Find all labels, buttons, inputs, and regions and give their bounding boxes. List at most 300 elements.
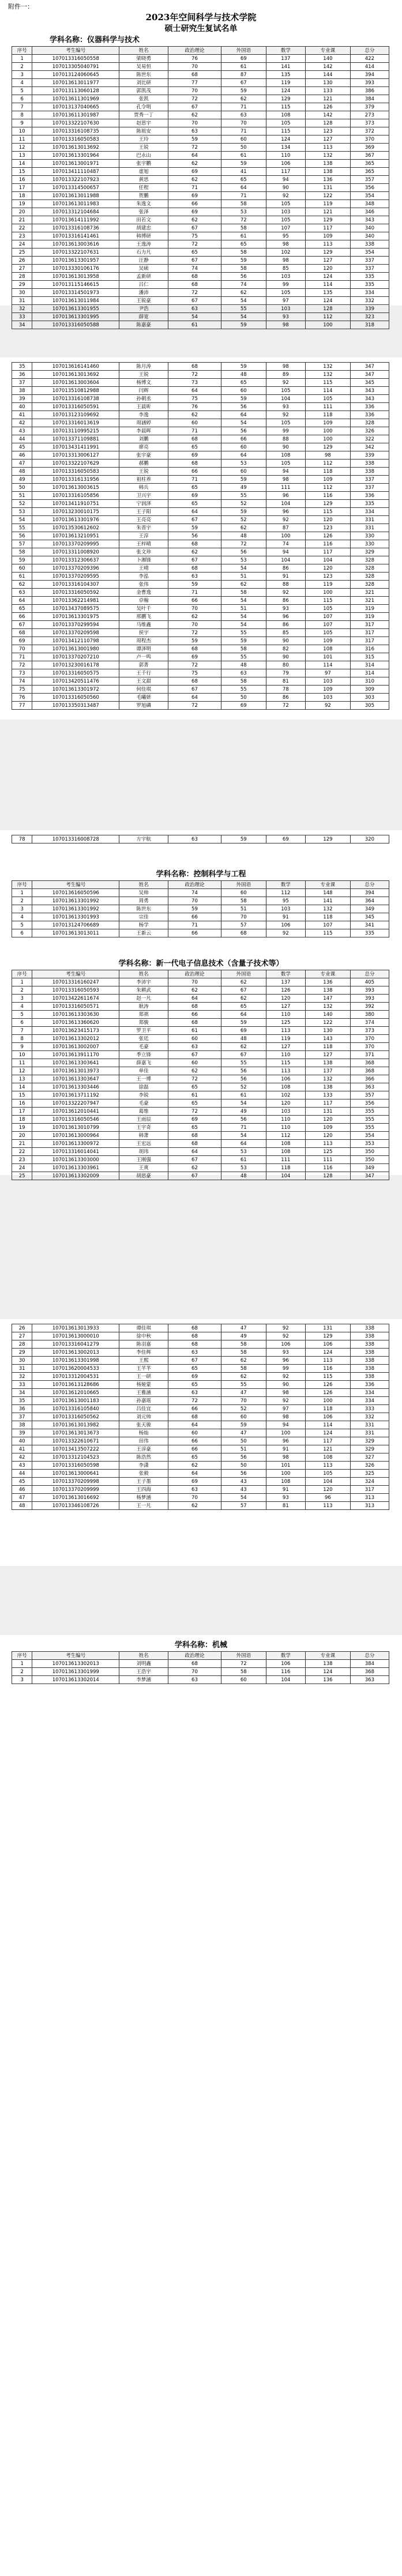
- total-cell: 328: [350, 419, 389, 427]
- total-cell: 313: [350, 1494, 389, 1502]
- major-course-cell: 136: [306, 176, 351, 184]
- table-row: [12, 1340, 389, 1349]
- table-row: [12, 686, 389, 694]
- major-course-cell: 144: [306, 71, 351, 79]
- total-cell: 338: [350, 1340, 389, 1349]
- table-row: [12, 289, 389, 297]
- name-cell: 尹浩: [119, 305, 168, 313]
- math-cell: 98: [266, 1389, 305, 1397]
- major-course-cell: 141: [306, 897, 351, 905]
- exam-id-cell: 107013123109692: [32, 411, 119, 419]
- name-cell: 王爽: [119, 1164, 168, 1172]
- english-cell: 55: [221, 1059, 266, 1067]
- math-cell: 120: [266, 1099, 305, 1108]
- math-cell: 106: [266, 1660, 305, 1668]
- table-row: [12, 363, 389, 371]
- total-cell: 348: [350, 200, 389, 208]
- english-cell: 62: [221, 1357, 266, 1365]
- english-cell: 69: [221, 1027, 266, 1035]
- english-cell: 58: [221, 200, 266, 208]
- major-course-cell: 113: [306, 1140, 351, 1148]
- total-cell: 354: [350, 1132, 389, 1140]
- table-row: [12, 71, 389, 79]
- exam-id-cell: 107013370209998: [32, 1478, 119, 1486]
- table-row: [12, 913, 389, 921]
- major-course-cell: 111: [306, 403, 351, 411]
- major-course-cell: 126: [306, 1389, 351, 1397]
- politics-cell: 70: [168, 897, 221, 905]
- exam-id-cell: 107013110995215: [32, 427, 119, 435]
- seq-cell: 7: [12, 1027, 32, 1035]
- table-row: [12, 152, 389, 160]
- name-cell: 胡思豪: [119, 1172, 168, 1180]
- english-cell: 53: [221, 556, 266, 564]
- table-row: [12, 589, 389, 597]
- politics-cell: 56: [168, 532, 221, 540]
- name-cell: 任程: [119, 184, 168, 192]
- politics-cell: 67: [168, 516, 221, 524]
- seq-cell: 41: [12, 411, 32, 419]
- politics-cell: 69: [168, 653, 221, 661]
- politics-cell: 66: [168, 1445, 221, 1453]
- math-cell: 90: [266, 443, 305, 451]
- table-row: [12, 313, 389, 321]
- math-cell: 135: [266, 71, 305, 79]
- exam-id-cell: 107013330106176: [32, 265, 119, 273]
- english-cell: 60: [221, 387, 266, 395]
- major-course-cell: 106: [306, 1413, 351, 1421]
- english-cell: 59: [221, 257, 266, 265]
- name-cell: 王锐豪: [119, 297, 168, 305]
- politics-cell: 74: [168, 265, 221, 273]
- exam-id-cell: 107013613003615: [32, 484, 119, 492]
- table-row: [12, 1099, 389, 1108]
- column-header: 政治理论: [168, 970, 221, 978]
- total-cell: 422: [350, 55, 389, 63]
- name-cell: 宗佳: [119, 913, 168, 921]
- math-cell: 119: [266, 1035, 305, 1043]
- math-cell: 127: [266, 1003, 305, 1011]
- name-cell: 宁润泽: [119, 500, 168, 508]
- name-cell: 王新云: [119, 929, 168, 937]
- major-course-cell: 115: [306, 929, 351, 937]
- name-cell: 罗旭磷: [119, 702, 168, 710]
- english-cell: 56: [221, 548, 266, 556]
- math-cell: 96: [266, 1357, 305, 1365]
- seq-cell: 36: [12, 371, 32, 379]
- math-cell: 98: [266, 1453, 305, 1462]
- seq-cell: 20: [12, 208, 32, 216]
- english-cell: 56: [221, 403, 266, 411]
- math-cell: 105: [266, 200, 305, 208]
- name-cell: 方宇航: [119, 835, 168, 843]
- english-cell: 49: [221, 484, 266, 492]
- total-cell: 337: [350, 476, 389, 484]
- table-row: [12, 661, 389, 669]
- politics-cell: 72: [168, 371, 221, 379]
- total-cell: 386: [350, 87, 389, 95]
- politics-cell: 69: [168, 1116, 221, 1124]
- exam-id-cell: 107013314501973: [32, 289, 119, 297]
- total-cell: 405: [350, 978, 389, 986]
- seq-cell: 12: [12, 144, 32, 152]
- total-cell: 334: [350, 289, 389, 297]
- major-course-cell: 123: [306, 573, 351, 581]
- math-cell: 72: [266, 702, 305, 710]
- english-cell: 65: [221, 379, 266, 387]
- table-header-row: [12, 1652, 389, 1660]
- table-row: [12, 321, 389, 329]
- english-cell: 61: [221, 232, 266, 240]
- name-cell: 王逸涛: [119, 240, 168, 248]
- score-table: [12, 46, 389, 329]
- total-cell: 379: [350, 103, 389, 111]
- politics-cell: 66: [168, 597, 221, 605]
- name-cell: 孟新研: [119, 273, 168, 281]
- english-cell: 55: [221, 653, 266, 661]
- seq-cell: 15: [12, 1091, 32, 1099]
- table-row: [12, 1676, 389, 1684]
- table-row: [12, 1108, 389, 1116]
- seq-cell: 56: [12, 532, 32, 540]
- english-cell: 60: [221, 135, 266, 144]
- english-cell: 62: [221, 1043, 266, 1051]
- table-row: [12, 305, 389, 313]
- name-cell: 张文珍: [119, 548, 168, 556]
- major-course-cell: 127: [306, 1051, 351, 1059]
- math-cell: 79: [266, 669, 305, 677]
- table-row: [12, 653, 389, 661]
- politics-cell: 70: [168, 978, 221, 986]
- total-cell: 363: [350, 1676, 389, 1684]
- seq-cell: 28: [12, 273, 32, 281]
- math-cell: 97: [266, 297, 305, 305]
- total-cell: 335: [350, 281, 389, 289]
- exam-id-cell: 107013613013933: [32, 1324, 119, 1332]
- seq-cell: 47: [12, 1494, 32, 1502]
- total-cell: 393: [350, 995, 389, 1003]
- total-cell: 334: [350, 508, 389, 516]
- exam-id-cell: 107013316050592: [32, 589, 119, 597]
- math-cell: 106: [266, 1075, 305, 1083]
- english-cell: 59: [221, 835, 266, 843]
- table-row: [12, 135, 389, 144]
- name-cell: 王亮亮: [119, 516, 168, 524]
- name-cell: 张天骏: [119, 1421, 168, 1429]
- major-course-cell: 135: [306, 289, 351, 297]
- seq-cell: 76: [12, 694, 32, 702]
- exam-id-cell: 107013316104307: [32, 581, 119, 589]
- english-cell: 65: [221, 176, 266, 184]
- seq-cell: 4: [12, 1003, 32, 1011]
- math-cell: 104: [266, 395, 305, 403]
- math-cell: 115: [266, 127, 305, 135]
- math-cell: 89: [266, 371, 305, 379]
- table-row: [12, 637, 389, 645]
- major-course-cell: 131: [306, 1108, 351, 1116]
- english-cell: 52: [221, 1405, 266, 1413]
- total-cell: 330: [350, 540, 389, 548]
- english-cell: 58: [221, 1340, 266, 1349]
- seq-cell: 8: [12, 111, 32, 119]
- seq-cell: 19: [12, 1124, 32, 1132]
- politics-cell: 67: [168, 556, 221, 564]
- math-cell: 91: [266, 573, 305, 581]
- politics-cell: 68: [168, 363, 221, 371]
- math-cell: 87: [266, 524, 305, 532]
- name-cell: 王四海: [119, 1486, 168, 1494]
- table-row: [12, 1502, 389, 1510]
- seq-cell: 38: [12, 387, 32, 395]
- math-cell: 137: [266, 55, 305, 63]
- major-course-cell: 120: [306, 1116, 351, 1124]
- exam-id-cell: 107013346108726: [32, 1502, 119, 1510]
- table-row: [12, 1140, 389, 1148]
- english-cell: 55: [221, 629, 266, 637]
- english-cell: 58: [221, 897, 266, 905]
- exam-id-cell: 107013316008728: [32, 835, 119, 843]
- total-cell: 313: [350, 1502, 389, 1510]
- total-cell: 355: [350, 1124, 389, 1132]
- math-cell: 111: [266, 484, 305, 492]
- total-cell: 337: [350, 257, 389, 265]
- total-cell: 340: [350, 224, 389, 232]
- politics-cell: 62: [168, 160, 221, 168]
- name-cell: 梁晓勇: [119, 55, 168, 63]
- total-cell: 322: [350, 435, 389, 443]
- math-cell: 98: [266, 240, 305, 248]
- name-cell: 祖柱养: [119, 476, 168, 484]
- exam-id-cell: 107013510812988: [32, 387, 119, 395]
- seq-cell: 51: [12, 492, 32, 500]
- column-header: 政治理论: [168, 47, 221, 55]
- column-header: 姓名: [119, 47, 168, 55]
- name-cell: 耿涛: [119, 1003, 168, 1011]
- major-course-cell: 106: [306, 1340, 351, 1349]
- table-row: [12, 889, 389, 897]
- math-cell: 91: [266, 1445, 305, 1453]
- table-row: [12, 573, 389, 581]
- table-row: [12, 1349, 389, 1357]
- score-table: [12, 835, 389, 843]
- name-cell: 张廷: [119, 1035, 168, 1043]
- major-course-cell: 112: [306, 460, 351, 468]
- table-row: [12, 435, 389, 443]
- name-cell: 张凯: [119, 95, 168, 103]
- name-cell: 王锐: [119, 468, 168, 476]
- major-course-cell: 118: [306, 468, 351, 476]
- exam-id-cell: 107013613000641: [32, 1470, 119, 1478]
- exam-id-cell: 107013611301987: [32, 111, 119, 119]
- name-cell: 周勇: [119, 897, 168, 905]
- name-cell: 卢一鸣: [119, 653, 168, 661]
- math-cell: 110: [266, 1116, 305, 1124]
- politics-cell: 67: [168, 1357, 221, 1365]
- column-header: 外国语: [221, 881, 266, 889]
- english-cell: 51: [221, 605, 266, 613]
- score-table: [12, 880, 389, 937]
- table-row: [12, 645, 389, 653]
- politics-cell: 68: [168, 1019, 221, 1027]
- name-cell: 薛嘉飞: [119, 1059, 168, 1067]
- total-cell: 364: [350, 897, 389, 905]
- math-cell: 99: [266, 281, 305, 289]
- politics-cell: 72: [168, 144, 221, 152]
- table-row: [12, 556, 389, 564]
- math-cell: 103: [266, 273, 305, 281]
- english-cell: 58: [221, 224, 266, 232]
- table-row: [12, 184, 389, 192]
- english-cell: 54: [221, 1132, 266, 1140]
- math-cell: 93: [266, 1494, 305, 1502]
- table-row: [12, 1011, 389, 1019]
- politics-cell: 68: [168, 1324, 221, 1332]
- math-cell: 92: [266, 589, 305, 597]
- sheet-2: [0, 357, 402, 720]
- table-row: [12, 379, 389, 387]
- politics-cell: 67: [168, 686, 221, 694]
- english-cell: 50: [221, 1462, 266, 1470]
- total-cell: 354: [350, 192, 389, 200]
- total-cell: 338: [350, 1373, 389, 1381]
- major-course-cell: 117: [306, 1437, 351, 1445]
- total-cell: 334: [350, 1397, 389, 1405]
- seq-cell: 5: [12, 87, 32, 95]
- seq-cell: 60: [12, 564, 32, 573]
- math-cell: 92: [266, 1373, 305, 1381]
- table-row: [12, 200, 389, 208]
- sheet-3: [0, 830, 402, 1179]
- english-cell: 61: [221, 1156, 266, 1164]
- total-cell: 320: [350, 835, 389, 843]
- exam-id-cell: 107013370209595: [32, 573, 119, 581]
- name-cell: 贾秀一丁: [119, 111, 168, 119]
- major-course-cell: 120: [306, 265, 351, 273]
- major-course-cell: 132: [306, 371, 351, 379]
- english-cell: 63: [221, 669, 266, 677]
- seq-cell: 71: [12, 653, 32, 661]
- politics-cell: 65: [168, 1381, 221, 1389]
- column-header: 政治理论: [168, 881, 221, 889]
- table-row: [12, 1660, 389, 1668]
- table-row: [12, 168, 389, 176]
- total-cell: 314: [350, 669, 389, 677]
- seq-cell: 34: [12, 321, 32, 329]
- score-table: [12, 362, 389, 710]
- english-cell: 60: [221, 1676, 266, 1684]
- seq-cell: 64: [12, 597, 32, 605]
- major-course-cell: 114: [306, 1421, 351, 1429]
- exam-id-cell: 107013316050571: [32, 1003, 119, 1011]
- exam-id-cell: 107013613016692: [32, 1494, 119, 1502]
- table-row: [12, 451, 389, 460]
- math-cell: 134: [266, 144, 305, 152]
- math-cell: 127: [266, 1043, 305, 1051]
- math-cell: 112: [266, 1132, 305, 1140]
- politics-cell: 65: [168, 500, 221, 508]
- name-cell: 张宇豪: [119, 451, 168, 460]
- politics-cell: 62: [168, 411, 221, 419]
- seq-cell: 35: [12, 363, 32, 371]
- column-header: 姓名: [119, 881, 168, 889]
- politics-cell: 69: [168, 492, 221, 500]
- column-header: 数学: [266, 970, 305, 978]
- politics-cell: 70: [168, 621, 221, 629]
- politics-cell: 68: [168, 1413, 221, 1421]
- column-header: 序号: [12, 47, 32, 55]
- math-cell: 94: [266, 176, 305, 184]
- total-cell: 338: [350, 1349, 389, 1357]
- name-cell: 王晨昕: [119, 403, 168, 411]
- exam-id-cell: 107013613301957: [32, 257, 119, 265]
- politics-cell: 54: [168, 313, 221, 321]
- table-row: [12, 55, 389, 63]
- name-cell: 虚旭: [119, 168, 168, 176]
- math-cell: 90: [266, 637, 305, 645]
- english-cell: 51: [221, 905, 266, 913]
- major-course-cell: 100: [306, 427, 351, 435]
- politics-cell: 69: [168, 168, 221, 176]
- seq-cell: 57: [12, 540, 32, 548]
- exam-id-cell: 107013614111992: [32, 216, 119, 224]
- exam-id-cell: 107013370207210: [32, 653, 119, 661]
- politics-cell: 72: [168, 661, 221, 669]
- major-course-cell: 129: [306, 1332, 351, 1340]
- column-header: 考生编号: [32, 970, 119, 978]
- total-cell: 329: [350, 1445, 389, 1453]
- name-cell: 单佳: [119, 1067, 168, 1075]
- english-cell: 55: [221, 492, 266, 500]
- name-cell: 王一研: [119, 1373, 168, 1381]
- english-cell: 54: [221, 597, 266, 605]
- exam-id-cell: 107013316160247: [32, 978, 119, 986]
- english-cell: 67: [221, 79, 266, 87]
- math-cell: 110: [266, 152, 305, 160]
- exam-id-cell: 107013312306637: [32, 556, 119, 564]
- politics-cell: 71: [168, 921, 221, 929]
- major-course-cell: 113: [306, 1357, 351, 1365]
- politics-cell: 75: [168, 232, 221, 240]
- exam-id-cell: 107013613128686: [32, 1381, 119, 1389]
- politics-cell: 70: [168, 605, 221, 613]
- exam-id-cell: 107013613001183: [32, 1397, 119, 1405]
- table-row: [12, 281, 389, 289]
- exam-id-cell: 107013613011983: [32, 200, 119, 208]
- politics-cell: 66: [168, 929, 221, 937]
- math-cell: 101: [266, 1462, 305, 1470]
- name-cell: 石力凡: [119, 248, 168, 257]
- name-cell: 杨学: [119, 921, 168, 929]
- math-cell: 81: [266, 677, 305, 686]
- politics-cell: 69: [168, 208, 221, 216]
- name-cell: 王熙: [119, 1357, 168, 1365]
- politics-cell: 63: [168, 1043, 221, 1051]
- name-cell: 郭菁: [119, 661, 168, 669]
- name-cell: 徐中秋: [119, 1332, 168, 1340]
- total-cell: 335: [350, 929, 389, 937]
- total-cell: 366: [350, 1075, 389, 1083]
- column-header: 数学: [266, 47, 305, 55]
- table-row: [12, 905, 389, 913]
- politics-cell: 65: [168, 1083, 221, 1091]
- seq-cell: 46: [12, 451, 32, 460]
- table-row: [12, 500, 389, 508]
- total-cell: 326: [350, 1462, 389, 1470]
- page-gap: [0, 1566, 402, 1635]
- politics-cell: 67: [168, 224, 221, 232]
- major-course-cell: 113: [306, 240, 351, 248]
- table-row: [12, 986, 389, 995]
